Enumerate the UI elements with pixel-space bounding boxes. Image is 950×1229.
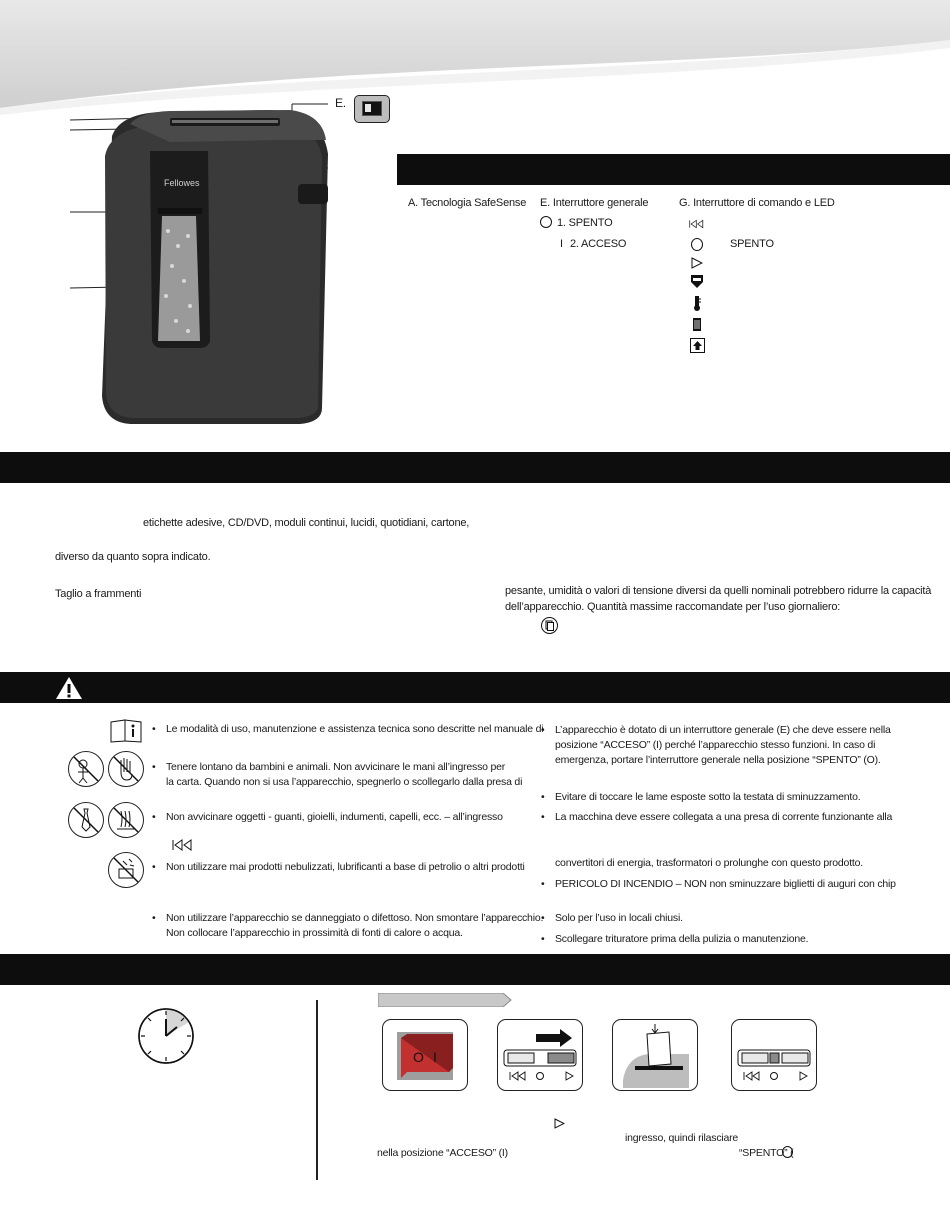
col-e-title: E. Interruttore generale — [540, 197, 649, 209]
overheat-icon — [689, 295, 705, 311]
controls-heading-bar — [397, 154, 950, 185]
no-hands-icon — [108, 751, 144, 787]
sheets-icon — [541, 617, 558, 634]
safety-left-3: • Non avvicinare oggetti - guanti, gioielli, indumenti, capelli, ecc. – all’ingresso — [152, 810, 503, 825]
op-step-power-switch — [382, 1019, 468, 1091]
safety-left-4: • Non utilizzare mai prodotti nebulizzati, lubrificanti a base di petrolio o altri prodotti — [152, 860, 525, 875]
door-open-icon — [689, 337, 705, 353]
safety-left-5: • Non utilizzare l’apparecchio se danneggiato o difettoso. Non smontare l’apparecchio. Non collocare l’apparecchio in prossimità di fonti di calore o acqua. — [152, 911, 543, 941]
safety-right-1: • L’apparecchio è dotato di un interruttore generale (E) che deve essere nella posizione “ACCESO” (I) perché l’apparecchio stesso funzioni. In caso di emergenza, portare l’interruttore generale nella posizione “SPENTO” (O). — [541, 723, 891, 768]
forward-icon — [689, 255, 705, 271]
caption-forward-icon — [554, 1116, 565, 1134]
usage-line-2: diverso da quanto sopra indicato. — [55, 551, 211, 563]
safety-right-3: • La macchina deve essere collegata a una presa di corrente funzionante alla — [541, 810, 892, 825]
power-switch-icon — [354, 95, 390, 123]
op-step-forward — [497, 1019, 583, 1091]
col-e-on-label: 2. ACCESO — [570, 238, 627, 250]
safety-right-5: • Solo per l’uso in locali chiusi. — [541, 911, 683, 926]
safety-left-2: • Tenere lontano da bambini e animali. Non avvicinare le mani all’ingresso per la carta. Quando non si usa l’apparecchio, spegnerlo o scollegarlo dalla presa di — [152, 760, 522, 790]
usage-right-1: pesante, umidità o valori di tensione diversi da quelli nominali potrebbero ridurre la capacità — [505, 585, 932, 597]
svg-text:Fellowes: Fellowes — [164, 178, 200, 188]
caption-right: “SPENTO” ( — [739, 1147, 794, 1159]
safesense-icon — [689, 273, 705, 289]
callout-e: E. — [335, 96, 346, 110]
caption-off-circle-icon — [782, 1146, 793, 1158]
operation-divider — [316, 1000, 318, 1180]
usage-line-1: etichette adesive, CD/DVD, moduli continui, lucidi, quotidiani, cartone, — [143, 517, 470, 529]
step-arrow-banner — [378, 993, 512, 1007]
safety-heading-bar — [0, 672, 950, 703]
shredder-illustration — [60, 96, 350, 441]
safety-left-1: • Le modalità di uso, manutenzione e assistenza tecnica sono descritte nel manuale di — [152, 722, 543, 737]
safety-right-2: • Evitare di toccare le lame esposte sotto la testata di sminuzzamento. — [541, 790, 860, 805]
no-children-icon — [68, 751, 104, 787]
safety-right-6: • Scollegare trituratore prima della pulizia o manutenzione. — [541, 932, 808, 947]
manual-info-icon — [110, 719, 142, 743]
col-e-on-symbol: I — [560, 238, 564, 250]
col-a-title: A. Tecnologia SafeSense — [408, 197, 527, 209]
col-g-title: G. Interruttore di comando e LED — [679, 197, 835, 209]
col-e-off-icon — [540, 216, 552, 232]
switch-on-label: I — [433, 1049, 437, 1065]
off-circle-icon — [689, 236, 705, 252]
clock-icon — [137, 1007, 195, 1065]
no-aerosol-icon — [108, 852, 144, 888]
usage-right-2: dell’apparecchio. Quantità massime raccomandate per l’uso giornaliero: — [505, 601, 841, 613]
usage-heading-bar — [0, 452, 950, 483]
warning-icon — [55, 676, 83, 700]
op-step-off-position — [731, 1019, 817, 1091]
caption-left: nella posizione “ACCESO” (I) — [377, 1147, 508, 1159]
safety-right-4: • PERICOLO DI INCENDIO – NON non sminuzzare biglietti di auguri con chip — [541, 877, 896, 892]
safety-right-orphan: convertitori di energia, trasformatori o prolunghe con questo prodotto. — [555, 857, 863, 869]
no-hair-icon — [108, 802, 144, 838]
bin-full-icon — [689, 316, 705, 332]
op-step-feed-paper — [612, 1019, 698, 1091]
col-e-off-label: 1. SPENTO — [557, 217, 613, 229]
no-tie-icon — [68, 802, 104, 838]
usage-line-3: Taglio a frammenti — [55, 588, 142, 600]
g-off-label: SPENTO — [730, 238, 774, 250]
reverse-icon — [689, 216, 705, 232]
operation-heading-bar — [0, 954, 950, 985]
switch-off-label: O — [413, 1049, 424, 1065]
reverse-small-icon — [172, 838, 194, 856]
caption-mid: ingresso, quindi rilasciare — [625, 1132, 739, 1144]
